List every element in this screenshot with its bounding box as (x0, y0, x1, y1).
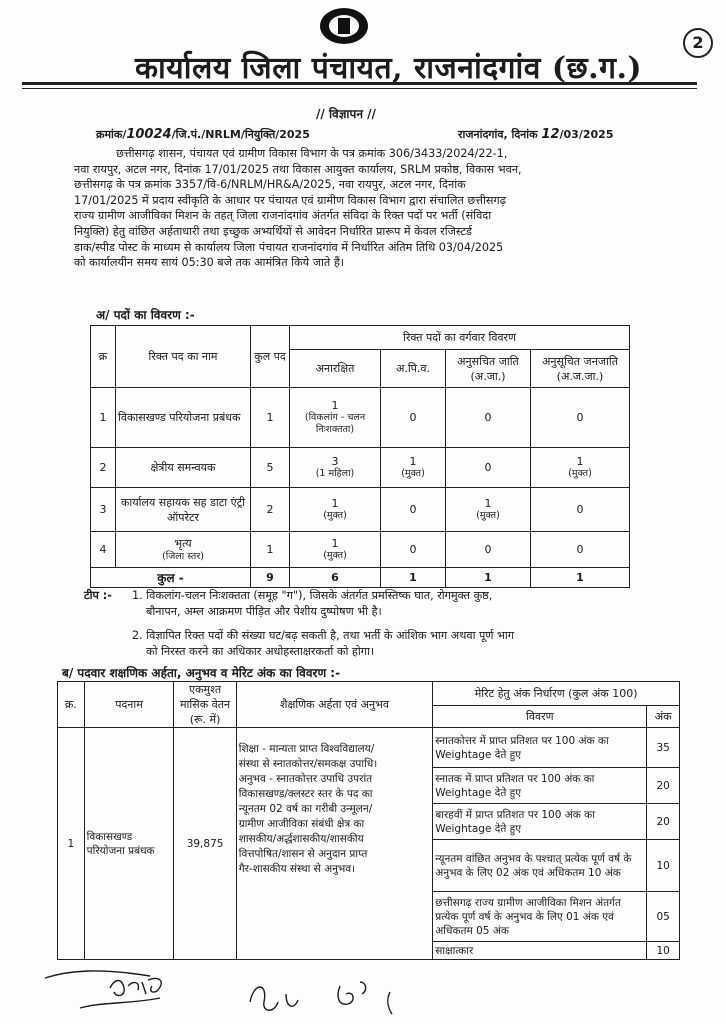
table-row: न्यूनतम वांछित अनुभव के पश्चात् प्रत्येक पूर्ण वर्ष के अनुभव के लिए 02 अंक एवं अधिकतम 10 अंक 10 (58, 840, 680, 892)
col-sno: क्र (91, 326, 116, 388)
body-line: राज्य ग्रामीण आजीविका मिशन के तहत् जिला राजनांदगांव अंतर्गत संविदा के रिक्त पदों पर भर्ती (संविदा (74, 209, 492, 223)
body-line: 17/01/2025 में प्रदाय स्वीकृति के आधार पर पंचायत एवं ग्रामीण विकास विभाग द्वारा संचालित छत्तीसगढ़ (74, 193, 507, 207)
body-line: नियुक्ति) हेतु वांछित अर्हताधारी तथा इच्छुक अभ्यर्थियों से आवेदन निर्धारित प्रारूप में केवल रजिस्टर्ड (74, 224, 472, 238)
body-line: छत्तीसगढ़ शासन, पंचायत एवं ग्रामीण विकास विभाग के पत्र क्रमांक 306/3433/2024/22-1, (116, 147, 508, 160)
col-sno: क्र. (58, 682, 85, 728)
table-row: 4 भृत्य (जिला स्तर) 1 1 (मुक्त) 0 0 0 (91, 532, 630, 568)
note-2: 2. विज्ञापित रिक्त पदों की संख्या घट/बढ़ सकती है, तथा भर्ती के आंशिक भाग अथवा पूर्ण भाग को निरस्त करने का अधिकार अधोहस्ताक्षरकर्ता को होगा। (132, 629, 515, 658)
col-ur: अनारक्षित (290, 350, 381, 388)
qualification-text: शिक्षा - मान्यता प्राप्त विश्वविद्यालय/ संस्था से स्नातकोत्तर/समकक्ष उपाधि। अनुभव - स्नातकोत्तर उपाधि उपरांत विकासखण्ड/क्लस्टर स्तर के पद का न्यूनतम 02 वर्ष का गरीबी उन्मूलन/ ग्रामीण आजीविका संबंधी क्षेत्र का शासकीय/अर्द्धशासकीय/शासकीय वित्तपोषित/शासन से अनुदान प्राप्त गैर-शासकीय संस्था से अनुभव। (236, 728, 433, 960)
body-line: छत्तीसगढ़ के पत्र क्रमांक 3357/वि-6/NRLM/HR&A/2025, नवा रायपुर, अटल नगर, दिनांक (74, 178, 466, 192)
col-salary: एकमुश्त मासिक वेतन (रू. में) (174, 682, 236, 728)
signature-2 (240, 972, 400, 1018)
section-a-title: अ/ पदों का विवरण :- (96, 308, 195, 322)
col-total: कुल पद (251, 326, 290, 388)
col-qualification: शैक्षणिक अर्हता एवं अनुभव (236, 682, 433, 728)
col-merit-group: मेरिट हेतु अंक निर्धारण (कुल अंक 100) (433, 682, 680, 706)
place-date: राजनांदगांव, दिनांक 12/03/2025 (458, 127, 614, 142)
col-post: पदनाम (84, 682, 174, 728)
emblem-logo (318, 6, 370, 46)
title-underline-thin (22, 88, 697, 89)
note-1: 1. विकलांग-चलन निःशक्तता (समूह "ग"), जिसके अंतर्गत प्रमस्तिष्क घात, रोगमुक्त कुष्ठ, बौनापन, अम्ल आक्रमण पीड़ित और पेशीय दुष्पोषण भी है। (132, 589, 493, 618)
table-row: बारहवीं में प्राप्त प्रतिशत पर 100 अंक का Weightage देते हुए 20 (58, 804, 680, 840)
ref-handwritten: 10024 (126, 127, 172, 142)
col-st: अनुसूचित जनजाति (अ.ज.जा.) (531, 350, 630, 388)
notice-heading: // विज्ञापन // (316, 107, 376, 121)
notice-body (74, 146, 658, 271)
col-marks: अंक (647, 706, 680, 728)
col-category-group: रिक्त पदों का वर्गवार विवरण (290, 326, 630, 350)
table-row: 2 क्षेत्रीय समन्वयक 5 3 (1 महिला) 1 (मुक्त) 0 1 (मुक्त) (91, 448, 630, 488)
office-title: कार्यालय जिला पंचायत, राजनांदगांव (छ.ग.) (135, 51, 643, 86)
body-line: डाक/स्पीड पोस्ट के माध्यम से कार्यालय जिला पंचायत राजनांदगांव में निर्धारित अंतिम तिथि 03/04/2025 (74, 240, 504, 254)
body-line: नवा रायपुर, अटल नगर, दिनांक 17/01/2025 तथा विकास आयुक्त कार्यालय, SRLM प्रकोष्ठ, विकास भवन, (74, 162, 522, 176)
body-line: को कार्यालयीन समय सायं 05:30 बजे तक आमंत्रित किये जाते हैं। (74, 256, 345, 270)
col-detail: विवरण (433, 706, 647, 728)
table-row: 1 विकासखण्ड परियोजना प्रबंधक 1 1 (विकलांग - चलन निःशक्तता) 0 0 0 (91, 388, 630, 448)
table-row: 1 विकासखण्ड परियोजना प्रबंधक 39,875 शिक्षा - मान्यता प्राप्त विश्वविद्यालय/ संस्था से स्नातकोत्तर/समकक्ष उपाधि। अनुभव - स्नातकोत्तर उपाधि उपरांत विकासखण्ड/क्लस्टर स्तर के पद का न्यूनतम 02 वर्ष का गरीबी उन्मूलन/ ग्रामीण आजीविका संबंधी क्षेत्र का शासकीय/अर्द्धशासकीय/शासकीय वित्तपोषित/शासन से अनुदान प्राप्त गैर-शासकीय संस्था से अनुभव। स्नातकोत्तर में प्राप्त प्रतिशत पर 100 अंक का Weightage देते हुए 35 (58, 728, 680, 768)
title-underline (22, 82, 697, 85)
reference-number: क्रमांक/10024/जि.पं./NRLM/नियुक्ति/2025 (96, 127, 310, 142)
col-sc: अनुसचित जाति (अ.जा.) (446, 350, 531, 388)
table-row: 3 कार्यालय सहायक सह डाटा एंट्री ऑपरेटर 2 1 (मुक्त) 0 1 (मुक्त) 0 (91, 488, 630, 532)
table-row: साक्षात्कार 10 (58, 942, 680, 960)
col-obc: अ.पि.व. (381, 350, 446, 388)
table-row: छत्तीसगढ़ राज्य ग्रामीण आजीविका मिशन अंतर्गत प्रत्येक पूर्ण वर्ष के अनुभव के लिए 01 अंक एवं अधिकतम 05 अंक 05 (58, 892, 680, 942)
total-row: कुल - 9 6 1 1 1 (91, 568, 630, 588)
signature-1 (40, 958, 220, 1018)
posts-table (90, 325, 630, 588)
notes-label: टीप :- (84, 589, 112, 602)
qualification-table (57, 681, 680, 960)
section-b-title: ब/ पदवार शक्षणिक अर्हता, अनुभव व मेरिट अंक का विवरण :- (62, 666, 341, 680)
table-row: स्नातक में प्राप्त प्रतिशत पर 100 अंक का Weightage देते हुए 20 (58, 768, 680, 804)
col-post: रिक्त पद का नाम (116, 326, 251, 388)
page-number: 2 (683, 28, 713, 58)
